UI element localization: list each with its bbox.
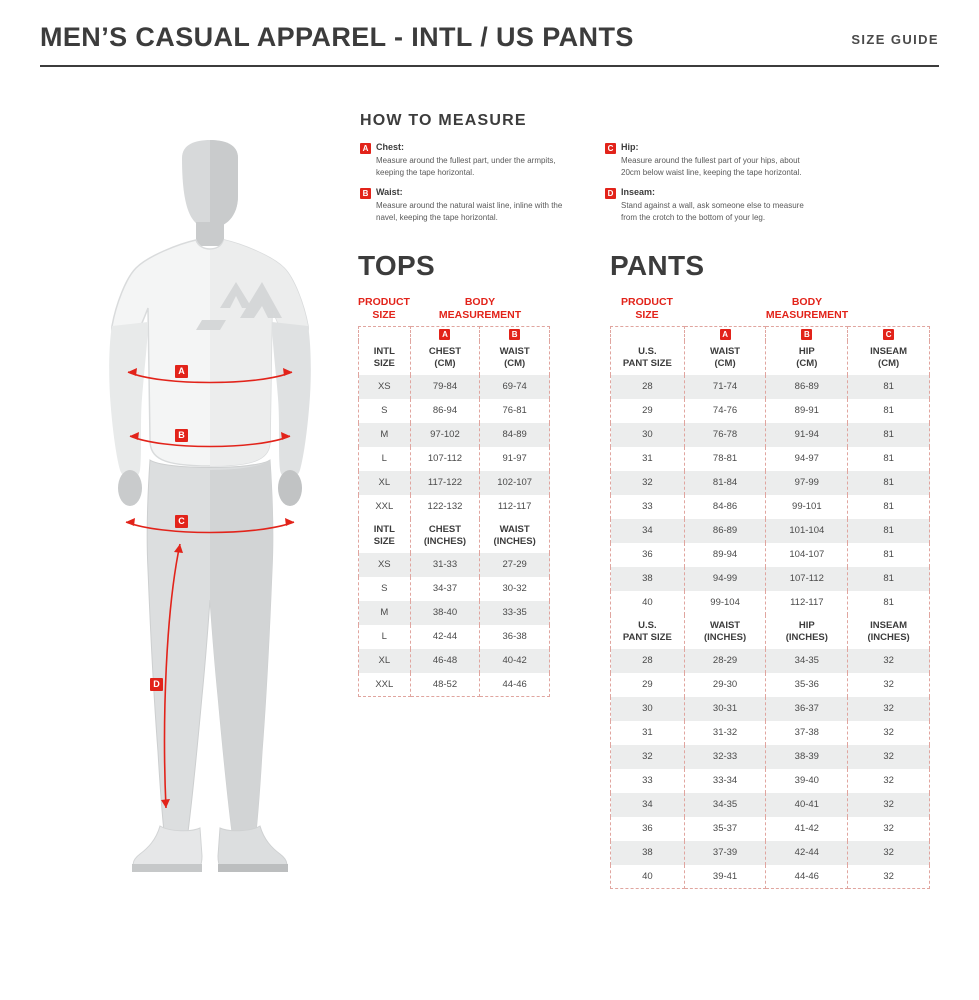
badge-a-icon: A [360,143,371,154]
cell-waist: 99-104 [684,591,766,615]
cell-hip: 41-42 [766,817,848,841]
how-to-measure-title: HOW TO MEASURE [360,112,527,129]
cell-waist: 81-84 [684,471,766,495]
cell-size: L [359,625,411,649]
cell-hip: 94-97 [766,447,848,471]
cell-size: XL [359,649,411,673]
cell-chest: 38-40 [410,601,480,625]
cell-size: 38 [611,567,685,591]
cell-inseam: 32 [848,745,930,769]
measure-text: Measure around the natural waist line, inline with the navel, keeping the tape horizontal. [376,201,563,222]
pants-section [610,250,930,889]
cell-chest: 107-112 [410,447,480,471]
cell-waist: 39-41 [684,865,766,889]
cell-size: 32 [611,745,685,769]
badge-d-icon: D [605,188,616,199]
table-row [359,495,550,519]
tops-in-header-waist: WAIST (INCHES) [480,519,550,553]
measure-text: Stand against a wall, ask someone else to measure from the crotch to the bottom of your leg. [621,201,804,222]
cell-size: XXL [359,673,411,697]
cell-hip: 112-117 [766,591,848,615]
cell-chest: 46-48 [410,649,480,673]
table-row [611,423,930,447]
table-row [611,769,930,793]
cell-size: XL [359,471,411,495]
table-row [611,591,930,615]
cell-hip: 91-94 [766,423,848,447]
table-row [611,793,930,817]
cell-size: 28 [611,375,685,399]
cell-hip: 101-104 [766,519,848,543]
table-row [359,447,550,471]
cell-size: 38 [611,841,685,865]
cell-inseam: 32 [848,817,930,841]
how-to-measure-column-left [360,142,575,232]
cell-hip: 36-37 [766,697,848,721]
cell-size: XXL [359,495,411,519]
tops-in-header-row [359,519,550,553]
spacer-cell [611,327,685,341]
tops-section [358,250,550,697]
figure-label-a: A [175,365,188,378]
measure-label: Hip: [621,142,639,152]
cell-chest: 117-122 [410,471,480,495]
cell-size: 36 [611,817,685,841]
cell-waist: 36-38 [480,625,550,649]
how-to-measure-column-right [605,142,820,232]
cell-chest: 42-44 [410,625,480,649]
cell-waist: 84-86 [684,495,766,519]
cell-chest: 86-94 [410,399,480,423]
tops-cm-header-row [359,341,550,375]
size-guide-label: SIZE GUIDE [851,32,939,47]
cell-waist: 44-46 [480,673,550,697]
cell-inseam: 81 [848,567,930,591]
table-row [611,865,930,889]
cell-waist: 30-32 [480,577,550,601]
pants-badge-b [766,327,848,341]
pants-in-header-waist: WAIST (INCHES) [684,615,766,649]
cell-hip: 97-99 [766,471,848,495]
cell-inseam: 81 [848,591,930,615]
cell-size: 29 [611,673,685,697]
cell-chest: 79-84 [410,375,480,399]
tops-body-measurement-header: BODY MEASUREMENT [438,296,522,322]
measure-item-chest [360,142,575,178]
figure-label-d: D [150,678,163,691]
pants-badge-a [684,327,766,341]
cell-size: 33 [611,769,685,793]
cell-waist: 32-33 [684,745,766,769]
cell-hip: 104-107 [766,543,848,567]
spacer-cell [359,327,411,341]
cell-size: 30 [611,423,685,447]
cell-hip: 42-44 [766,841,848,865]
cell-size: 40 [611,591,685,615]
page-title: MEN’S CASUAL APPAREL - INTL / US PANTS [40,22,634,52]
cell-inseam: 81 [848,543,930,567]
table-row [359,375,550,399]
cell-hip: 40-41 [766,793,848,817]
tops-badge-row [359,327,550,341]
table-row [359,673,550,697]
table-row [359,399,550,423]
cell-size: 31 [611,721,685,745]
cell-size: 29 [611,399,685,423]
cell-inseam: 32 [848,673,930,697]
table-row [611,447,930,471]
cell-waist: 86-89 [684,519,766,543]
cell-size: 32 [611,471,685,495]
pants-cm-header-inseam: INSEAM (CM) [848,341,930,375]
cell-size: 33 [611,495,685,519]
page-header [40,18,939,68]
table-row [359,601,550,625]
cell-inseam: 32 [848,865,930,889]
cell-chest: 48-52 [410,673,480,697]
tops-badge-a [410,327,480,341]
cell-waist: 34-35 [684,793,766,817]
model-svg [70,140,350,880]
badge-b-icon: B [801,329,812,340]
cell-inseam: 81 [848,447,930,471]
table-row [359,649,550,673]
cell-chest: 34-37 [410,577,480,601]
cell-hip: 86-89 [766,375,848,399]
header-right [851,32,939,47]
pants-in-header-inseam: INSEAM (INCHES) [848,615,930,649]
table-row [611,673,930,697]
cell-waist: 37-39 [684,841,766,865]
cell-inseam: 32 [848,769,930,793]
cell-size: 30 [611,697,685,721]
cell-waist: 35-37 [684,817,766,841]
tops-badge-b [480,327,550,341]
table-row [359,625,550,649]
table-row [611,817,930,841]
cell-size: XS [359,553,411,577]
pants-column-group-headers [610,296,930,322]
model-illustration [70,140,350,880]
tops-cm-header-chest: CHEST (CM) [410,341,480,375]
table-row [611,375,930,399]
table-row [611,471,930,495]
cell-waist: 84-89 [480,423,550,447]
cell-inseam: 32 [848,793,930,817]
badge-b-icon: B [360,188,371,199]
how-to-measure-section [360,112,940,232]
badge-a-icon: A [720,329,731,340]
cell-inseam: 81 [848,399,930,423]
cell-waist: 30-31 [684,697,766,721]
measure-text: Measure around the fullest part, under the armpits, keeping the tape horizontal. [376,156,556,177]
pants-in-header-hip: HIP (INCHES) [766,615,848,649]
tops-title: TOPS [358,250,435,281]
cell-hip: 35-36 [766,673,848,697]
cell-size: S [359,399,411,423]
cell-hip: 107-112 [766,567,848,591]
cell-waist: 40-42 [480,649,550,673]
measure-label: Chest: [376,142,405,152]
table-row [611,519,930,543]
cell-size: 34 [611,793,685,817]
tops-cm-table [358,326,550,697]
pants-cm-header-size: U.S. PANT SIZE [611,341,685,375]
figure-label-c: C [175,515,188,528]
badge-c-icon: C [605,143,616,154]
pants-in-header-row [611,615,930,649]
cell-waist: 112-117 [480,495,550,519]
cell-inseam: 32 [848,721,930,745]
cell-waist: 91-97 [480,447,550,471]
cell-waist: 76-78 [684,423,766,447]
cell-hip: 37-38 [766,721,848,745]
cell-chest: 122-132 [410,495,480,519]
table-row [611,841,930,865]
cell-hip: 39-40 [766,769,848,793]
cell-size: L [359,447,411,471]
cell-waist: 28-29 [684,649,766,673]
tops-cm-header-size: INTL SIZE [359,341,411,375]
pants-product-size-header: PRODUCT SIZE [621,296,673,322]
pants-cm-header-hip: HIP (CM) [766,341,848,375]
cell-size: 31 [611,447,685,471]
cell-inseam: 32 [848,697,930,721]
cell-inseam: 81 [848,375,930,399]
table-row [359,577,550,601]
measure-text: Measure around the fullest part of your hips, about 20cm below waist line, keeping the tape horizontal. [621,156,802,177]
cell-hip: 38-39 [766,745,848,769]
table-row [611,567,930,591]
cell-chest: 31-33 [410,553,480,577]
table-row [359,471,550,495]
tops-column-group-headers [358,296,550,322]
badge-a-icon: A [439,329,450,340]
cell-size: 40 [611,865,685,889]
pants-in-header-size: U.S. PANT SIZE [611,615,685,649]
measure-label: Waist: [376,187,403,198]
cell-size: M [359,423,411,447]
cell-waist: 76-81 [480,399,550,423]
cell-size: S [359,577,411,601]
table-row [611,543,930,567]
pants-title: PANTS [610,250,705,281]
cell-size: XS [359,375,411,399]
tops-product-size-header: PRODUCT SIZE [358,296,410,322]
table-row [359,423,550,447]
cell-size: 36 [611,543,685,567]
cell-waist: 33-34 [684,769,766,793]
cell-waist: 29-30 [684,673,766,697]
tops-in-header-size: INTL SIZE [359,519,411,553]
cell-hip: 89-91 [766,399,848,423]
pants-badge-row [611,327,930,341]
cell-inseam: 81 [848,495,930,519]
tops-cm-header-waist: WAIST (CM) [480,341,550,375]
cell-hip: 99-101 [766,495,848,519]
pants-cm-table [610,326,930,889]
badge-c-icon: C [883,329,894,340]
cell-waist: 102-107 [480,471,550,495]
tops-in-header-chest: CHEST (INCHES) [410,519,480,553]
cell-size: 34 [611,519,685,543]
measure-item-hip [605,142,820,178]
cell-inseam: 32 [848,841,930,865]
cell-inseam: 32 [848,649,930,673]
cell-inseam: 81 [848,423,930,447]
table-row [611,495,930,519]
table-row [359,553,550,577]
cell-waist: 69-74 [480,375,550,399]
table-row [611,649,930,673]
cell-waist: 31-32 [684,721,766,745]
cell-waist: 78-81 [684,447,766,471]
badge-b-icon: B [509,329,520,340]
cell-size: M [359,601,411,625]
cell-hip: 44-46 [766,865,848,889]
table-row [611,745,930,769]
table-row [611,399,930,423]
header-divider [40,65,939,67]
figure-label-b: B [175,429,188,442]
cell-waist: 89-94 [684,543,766,567]
cell-waist: 33-35 [480,601,550,625]
cell-inseam: 81 [848,471,930,495]
cell-waist: 74-76 [684,399,766,423]
cell-size: 28 [611,649,685,673]
cell-inseam: 81 [848,519,930,543]
pants-cm-header-row [611,341,930,375]
cell-waist: 94-99 [684,567,766,591]
cell-waist: 71-74 [684,375,766,399]
pants-body-measurement-header: BODY MEASUREMENT [765,296,849,322]
cell-chest: 97-102 [410,423,480,447]
pants-cm-header-waist: WAIST (CM) [684,341,766,375]
cell-hip: 34-35 [766,649,848,673]
table-row [611,721,930,745]
measure-item-waist [360,187,575,223]
measure-label: Inseam: [621,187,656,198]
measure-item-inseam [605,187,820,223]
pants-badge-c [848,327,930,341]
table-row [611,697,930,721]
cell-waist: 27-29 [480,553,550,577]
